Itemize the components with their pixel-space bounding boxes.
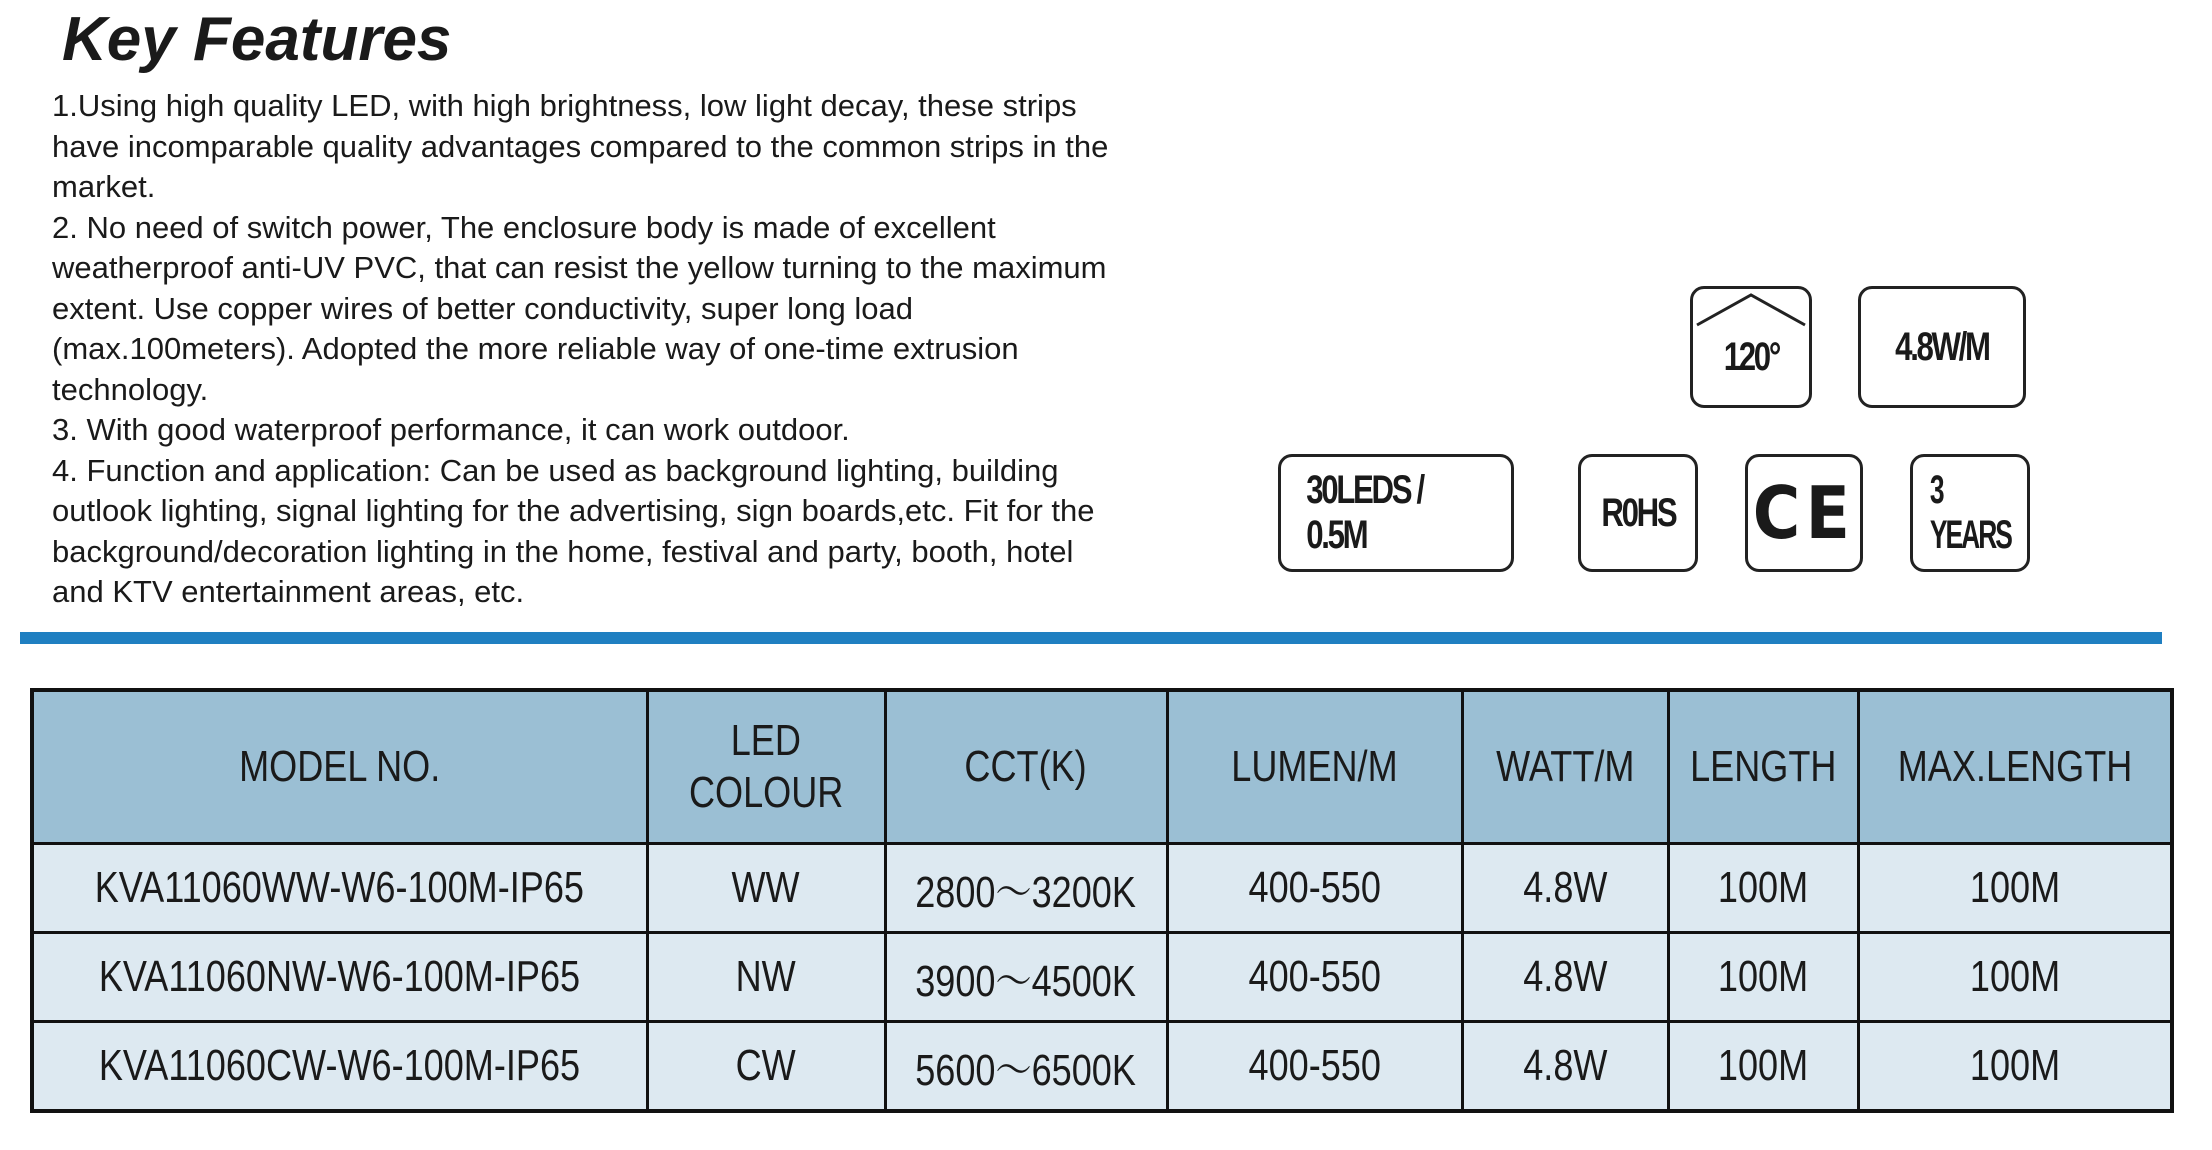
header-led-colour: LED COLOUR <box>647 690 885 844</box>
header-max-length: MAX.LENGTH <box>1858 690 2172 844</box>
header-length: LENGTH <box>1668 690 1858 844</box>
feature-item-2: 2. No need of switch power, The enclosure body is made of excellent weatherproof anti-UV PVC, that can resist the yellow turning to the maximum extent. Use copper wires of better conductivity, super long load (max.100meters). Adopted the more reliable way of one-time extrusion technology. <box>52 209 1107 407</box>
spec-table <box>30 688 2174 1113</box>
warranty-badge <box>1910 454 2030 572</box>
cell-colour: CW <box>647 1022 885 1112</box>
power-label: 4.8W/M <box>1895 324 1989 369</box>
header-cct: CCT(K) <box>885 690 1167 844</box>
cell-max-length: 100M <box>1858 1022 2172 1112</box>
cell-max-length: 100M <box>1858 933 2172 1022</box>
cell-cct: 2800～3200K <box>885 844 1167 933</box>
rohs-badge <box>1578 454 1698 572</box>
cell-length: 100M <box>1668 933 1858 1022</box>
cell-cct: 3900～4500K <box>885 933 1167 1022</box>
beam-angle-label: 120° <box>1723 334 1779 379</box>
cell-colour: NW <box>647 933 885 1022</box>
cell-cct: 5600～6500K <box>885 1022 1167 1112</box>
table-row <box>32 1022 2172 1112</box>
cell-lumen: 400-550 <box>1167 933 1462 1022</box>
cell-model: KVA11060WW-W6-100M-IP65 <box>32 844 647 933</box>
cell-lumen: 400-550 <box>1167 844 1462 933</box>
feature-item-3: 3. With good waterproof performance, it can work outdoor. <box>52 412 850 447</box>
cell-max-length: 100M <box>1858 844 2172 933</box>
cell-watt: 4.8W <box>1462 933 1668 1022</box>
page-title: Key Features <box>62 5 452 74</box>
cell-model: KVA11060NW-W6-100M-IP65 <box>32 933 647 1022</box>
header-model: MODEL NO. <box>32 690 647 844</box>
table-row <box>32 933 2172 1022</box>
table-header-row <box>32 690 2172 844</box>
cell-model: KVA11060CW-W6-100M-IP65 <box>32 1022 647 1112</box>
header-watt: WATT/M <box>1462 690 1668 844</box>
led-density-label: 30LEDS / 0.5M <box>1306 468 1423 557</box>
cell-watt: 4.8W <box>1462 844 1668 933</box>
warranty-label: 3 YEARS <box>1929 468 2011 557</box>
rohs-label: R0HS <box>1601 490 1675 535</box>
ce-badge <box>1745 454 1863 572</box>
cell-length: 100M <box>1668 844 1858 933</box>
features-list <box>52 86 1112 613</box>
cell-length: 100M <box>1668 1022 1858 1112</box>
led-density-badge <box>1278 454 1514 572</box>
cell-watt: 4.8W <box>1462 1022 1668 1112</box>
header-lumen: LUMEN/M <box>1167 690 1462 844</box>
beam-angle-badge <box>1690 286 1812 408</box>
table-row <box>32 844 2172 933</box>
ce-mark-icon: CE <box>1752 471 1856 555</box>
cell-lumen: 400-550 <box>1167 1022 1462 1112</box>
power-badge <box>1858 286 2026 408</box>
cell-colour: WW <box>647 844 885 933</box>
section-divider <box>20 632 2162 644</box>
feature-item-1: 1.Using high quality LED, with high brightness, low light decay, these strips have incomparable quality advantages compared to the common strips in the market. <box>52 88 1109 204</box>
feature-item-4: 4. Function and application: Can be used as background lighting, building outlook lighting, signal lighting for the advertising, sign boards,etc. Fit for the background/decoration lighting in the home, festival and party, booth, hotel and KTV entertainment areas, etc. <box>52 452 1095 609</box>
